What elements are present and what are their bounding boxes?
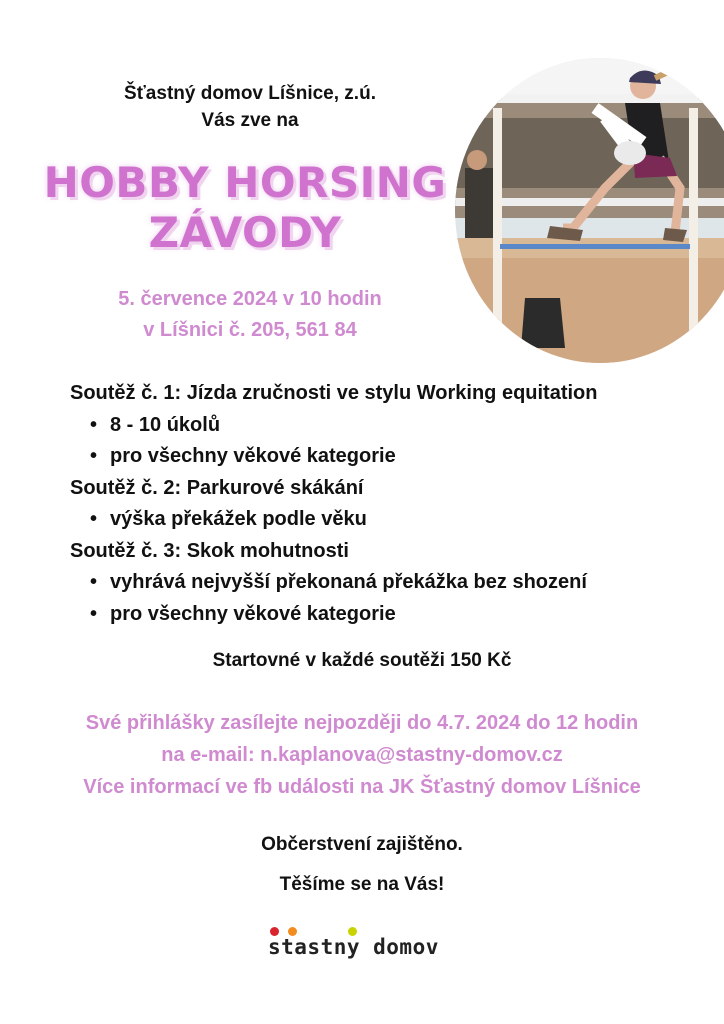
organizer-line: Šťastný domov Líšnice, z.ú. — [124, 83, 376, 104]
registration-info — [0, 707, 724, 803]
bullet-icon: • — [90, 445, 98, 467]
list-item — [70, 410, 710, 442]
bullet-text: 8 - 10 úkolů — [110, 413, 221, 436]
bullet-text: pro všechny věkové kategorie — [110, 445, 396, 467]
event-date: 5. července 2024 v 10 hodin — [118, 288, 382, 310]
entry-fee: Startovné v každé soutěži 150 Kč — [212, 650, 512, 671]
hobby-horsing-photo — [455, 58, 724, 363]
bullet-text: výška překážek podle věku — [110, 508, 367, 530]
registration-deadline: Své přihlášky zasílejte nejpozději do 4.7. 2024 do 12 hodin — [85, 712, 639, 734]
competition-1-heading: Soutěž č. 1: Jízda zručnosti ve stylu Working equitation — [70, 382, 598, 404]
competition-3-heading: Soutěž č. 3: Skok mohutnosti — [70, 539, 349, 562]
competition-list — [70, 378, 710, 630]
title-line-2: ZÁVODY — [148, 208, 342, 257]
closing-line: Těšíme se na Vás! — [279, 874, 445, 895]
header — [60, 80, 440, 134]
bullet-text: vyhrává nejvyšší překonaná překážka bez shození — [110, 571, 587, 593]
logo-text: stastny domov — [268, 935, 439, 959]
registration-email: na e-mail: n.kaplanova@stastny-domov.cz — [161, 744, 563, 766]
bullet-icon: • — [90, 508, 98, 530]
bullet-icon: • — [90, 571, 98, 593]
list-item — [70, 599, 710, 631]
registration-facebook: Více informací ve fb události na JK Šťastný domov Líšnice — [83, 776, 641, 798]
invite-line: Vás zve na — [201, 110, 299, 131]
list-item — [70, 441, 710, 473]
stastny-domov-logo — [268, 927, 468, 967]
event-details — [60, 284, 440, 346]
bullet-icon: • — [90, 413, 98, 436]
bullet-text: pro všechny věkové kategorie — [110, 602, 396, 625]
event-title — [30, 158, 460, 258]
title-line-1: HOBBY HORSING — [43, 158, 447, 207]
list-item — [70, 567, 710, 599]
event-place: v Líšnici č. 205, 561 84 — [143, 319, 357, 341]
competition-2-heading: Soutěž č. 2: Parkurové skákání — [70, 476, 364, 499]
bullet-icon: • — [90, 602, 98, 625]
list-item — [70, 504, 710, 536]
refreshments-note: Občerstvení zajištěno. — [261, 834, 463, 855]
